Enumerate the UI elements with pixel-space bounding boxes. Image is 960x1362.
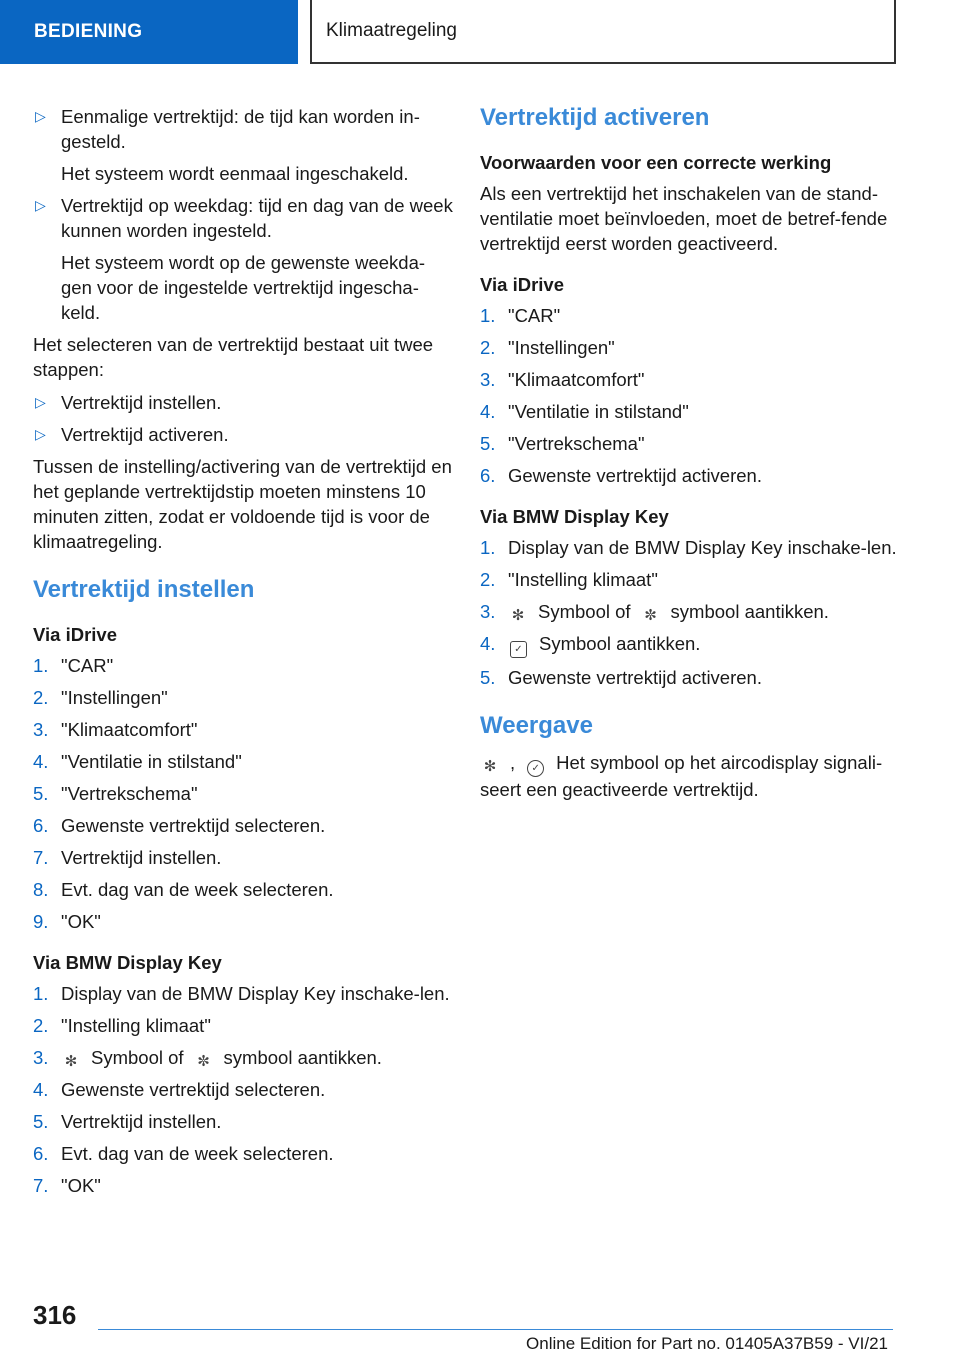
list-item: 2. "Instellingen" — [33, 687, 168, 708]
list-item: 3. "Klimaatcomfort" — [33, 719, 198, 740]
bullet-subtext: Het systeem wordt eenmaal ingeschakeld. — [61, 163, 409, 184]
subheading: Via BMW Display Key — [480, 506, 669, 527]
fan-timer-icon: ✼ — [644, 607, 657, 624]
subheading: Via BMW Display Key — [33, 952, 222, 973]
list-item: 4. "Ventilatie in stilstand" — [33, 751, 242, 772]
page-number: 316 — [33, 1300, 77, 1330]
bullet-item: ▷ Eenmalige vertrektijd: de tijd kan worden in-gesteld. — [35, 106, 420, 152]
bullet-item: ▷ Vertrektijd op weekdag: tijd en dag van de week kunnen worden ingesteld. — [35, 195, 453, 241]
list-item: 2. "Instellingen" — [480, 337, 615, 358]
fan-icon: ✻ — [511, 607, 525, 624]
idrive-steps — [480, 303, 900, 488]
section-heading: Weergave — [480, 712, 593, 739]
list-item: 4. "Ventilatie in stilstand" — [480, 401, 689, 422]
bullet-item: ▷ Vertrektijd activeren. — [35, 424, 229, 445]
subheading: Voorwaarden voor een correcte werking — [480, 152, 832, 173]
section-title: BEDIENING — [34, 21, 143, 42]
right-column — [480, 104, 900, 810]
display-key-steps — [480, 535, 900, 690]
triangle-bullet-icon: ▷ — [35, 426, 46, 442]
list-item: 6. Evt. dag van de week selecteren. — [33, 1143, 334, 1164]
triangle-bullet-icon: ▷ — [35, 394, 46, 410]
edition-footer: Online Edition for Part no. 01405A37B59 - VI/21 — [526, 1334, 888, 1353]
list-item: 3. "Klimaatcomfort" — [480, 369, 645, 390]
clock-icon: ✓ — [527, 760, 544, 777]
list-item: 6. Gewenste vertrektijd selecteren. — [33, 815, 326, 836]
list-item: 2. "Instelling klimaat" — [480, 569, 658, 590]
paragraph: ✻ , ✓ Het symbool op het aircodisplay signali-seert een geactiveerde vertrektijd. — [480, 752, 883, 800]
list-item: 7. "OK" — [33, 1175, 101, 1196]
paragraph: Het selecteren van de vertrektijd bestaat uit twee stappen: — [33, 334, 434, 380]
section-tab — [0, 0, 298, 64]
fan-icon: ✻ — [483, 758, 497, 775]
list-item: 4. Gewenste vertrektijd selecteren. — [33, 1079, 326, 1100]
list-item: 7. Vertrektijd instellen. — [33, 847, 222, 868]
list-item: 5. "Vertrekschema" — [480, 433, 645, 454]
list-item: 5. Gewenste vertrektijd activeren. — [480, 667, 762, 688]
list-item: 8. Evt. dag van de week selecteren. — [33, 879, 334, 900]
list-item: 9. "OK" — [33, 911, 101, 932]
section-heading: Vertrektijd instellen — [33, 576, 255, 603]
checkbox-icon: ✓ — [510, 641, 527, 658]
idrive-steps — [33, 653, 453, 934]
bullet-item: ▷ Vertrektijd instellen. — [35, 392, 222, 413]
subheading: Via iDrive — [480, 274, 564, 295]
list-item: 6. Gewenste vertrektijd activeren. — [480, 465, 762, 486]
triangle-bullet-icon: ▷ — [35, 197, 46, 213]
subheading: Via iDrive — [33, 624, 117, 645]
paragraph: Tussen de instelling/activering van de vertrektijd en het geplande vertrektijdstip moeten minstens 10 minuten zitten, zodat er voldoende tijd is voor de klimaatregeling. — [33, 456, 452, 552]
list-item: 1. Display van de BMW Display Key inschake-len. — [480, 537, 897, 558]
list-item: 2. "Instelling klimaat" — [33, 1015, 211, 1036]
paragraph: Als een vertrektijd het inschakelen van de stand-ventilatie moet beïnvloeden, moet de betref-fende vertrektijd eerst worden geactiveerd. — [480, 183, 888, 254]
list-item: 1. "CAR" — [480, 305, 561, 326]
section-heading: Vertrektijd activeren — [480, 104, 710, 131]
display-key-steps — [33, 981, 453, 1198]
list-item: 5. "Vertrekschema" — [33, 783, 198, 804]
list-item: 1. "CAR" — [33, 655, 114, 676]
fan-timer-icon: ✼ — [197, 1053, 210, 1070]
triangle-bullet-icon: ▷ — [35, 108, 46, 124]
chapter-title: Klimaatregeling — [326, 20, 457, 41]
footer-divider — [98, 1329, 893, 1330]
list-item: 3. ✻ Symbool of ✼ symbool aantikken. — [480, 601, 829, 624]
chapter-header — [310, 0, 896, 64]
bullet-subtext: Het systeem wordt op de gewenste weekda-gen voor de ingestelde vertrektijd ingescha-keld. — [61, 252, 426, 323]
list-item: 5. Vertrektijd instellen. — [33, 1111, 222, 1132]
list-item: 3. ✻ Symbool of ✼ symbool aantikken. — [33, 1047, 382, 1070]
list-item: 1. Display van de BMW Display Key inschake-len. — [33, 983, 450, 1004]
fan-icon: ✻ — [64, 1053, 78, 1070]
left-column — [33, 104, 453, 1205]
list-item: 4. ✓ Symbool aantikken. — [480, 631, 900, 658]
